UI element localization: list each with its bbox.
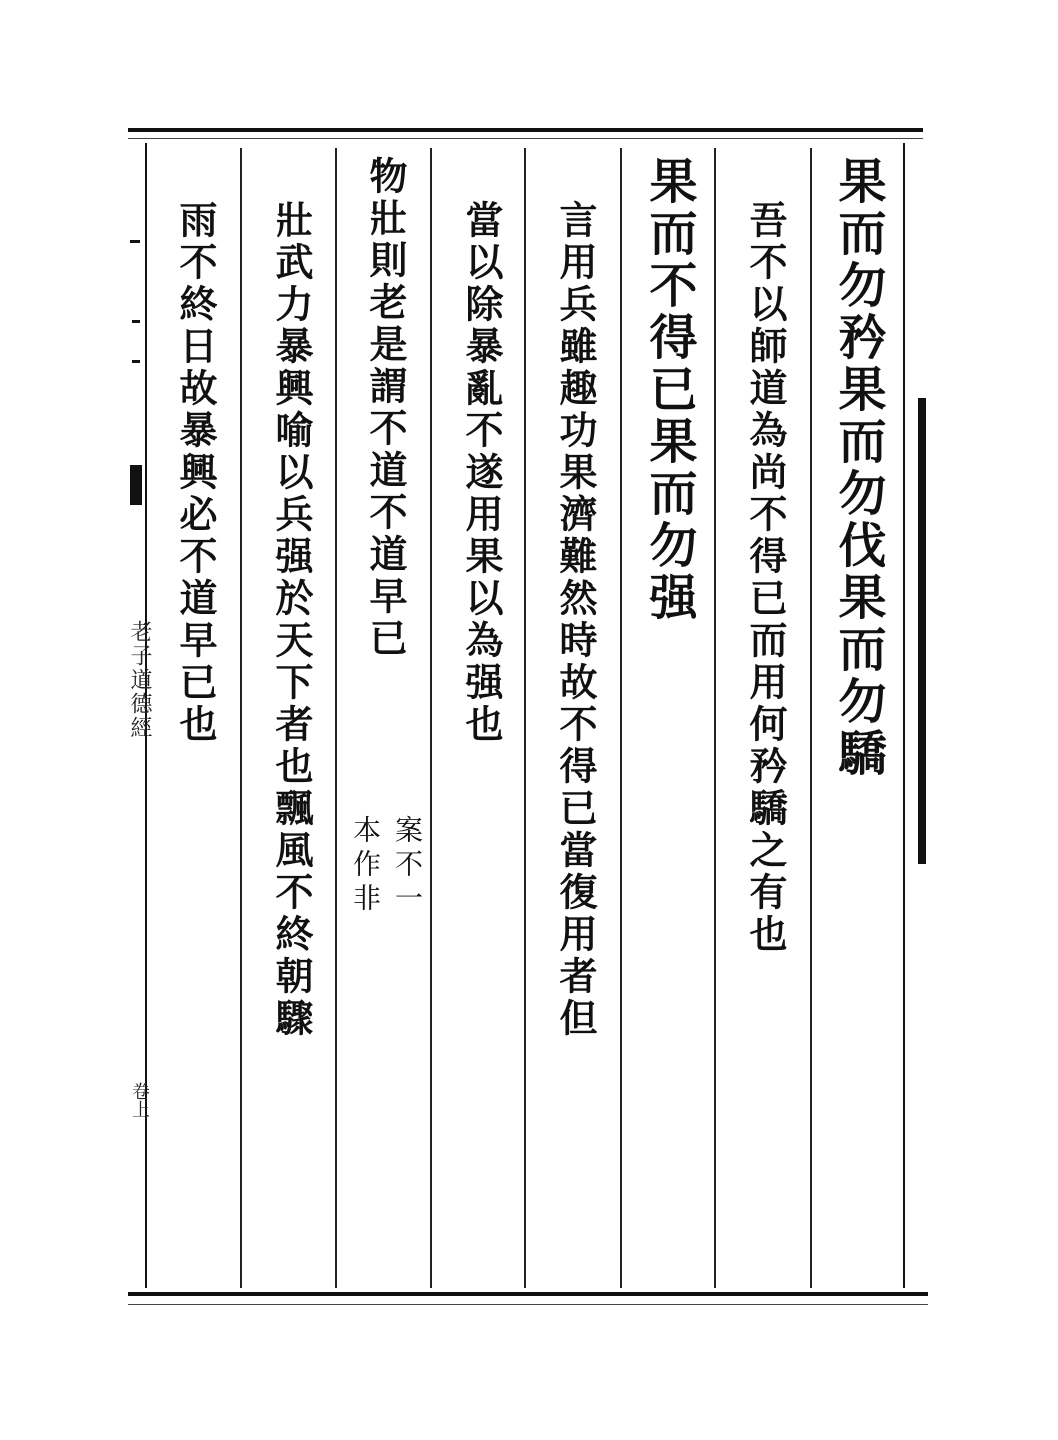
margin-mark [132,360,140,363]
text-column-6: 物壯則老是謂不道不道早已 [363,156,408,660]
column-divider [620,148,622,1288]
text-column-5: 當以除暴亂不遂用果以為强也 [459,200,504,746]
annotation-note-line1: 案不一 [391,815,424,917]
margin-mark [130,240,140,243]
top-border-rule-thin [128,138,923,139]
left-margin-fishtail [130,465,142,505]
top-border-rule [128,128,923,132]
text-column-8: 雨不終日故暴興必不道早已也 [173,200,218,746]
column-divider [430,148,432,1288]
column-divider [240,148,242,1288]
text-column-2: 吾不以師道為尚不得已而用何矜驕之有也 [743,200,788,956]
text-column-4: 言用兵雖趣功果濟難然時故不得已當復用者但 [553,200,598,1040]
column-divider [714,148,716,1288]
annotation-note-line2: 本作非 [349,815,382,917]
margin-book-title: 老子道德經 [127,620,152,740]
text-column-7: 壯武力暴興喻以兵强於天下者也飄風不終朝驟 [269,200,314,1040]
margin-mark [132,320,140,323]
text-column-3: 果而不得已果而勿强 [641,156,697,624]
column-divider [810,148,812,1288]
right-margin-bar [918,398,926,864]
margin-page-number: 卷上 [129,1082,150,1118]
text-column-1: 果而勿矜果而勿伐果而勿驕 [830,156,886,780]
